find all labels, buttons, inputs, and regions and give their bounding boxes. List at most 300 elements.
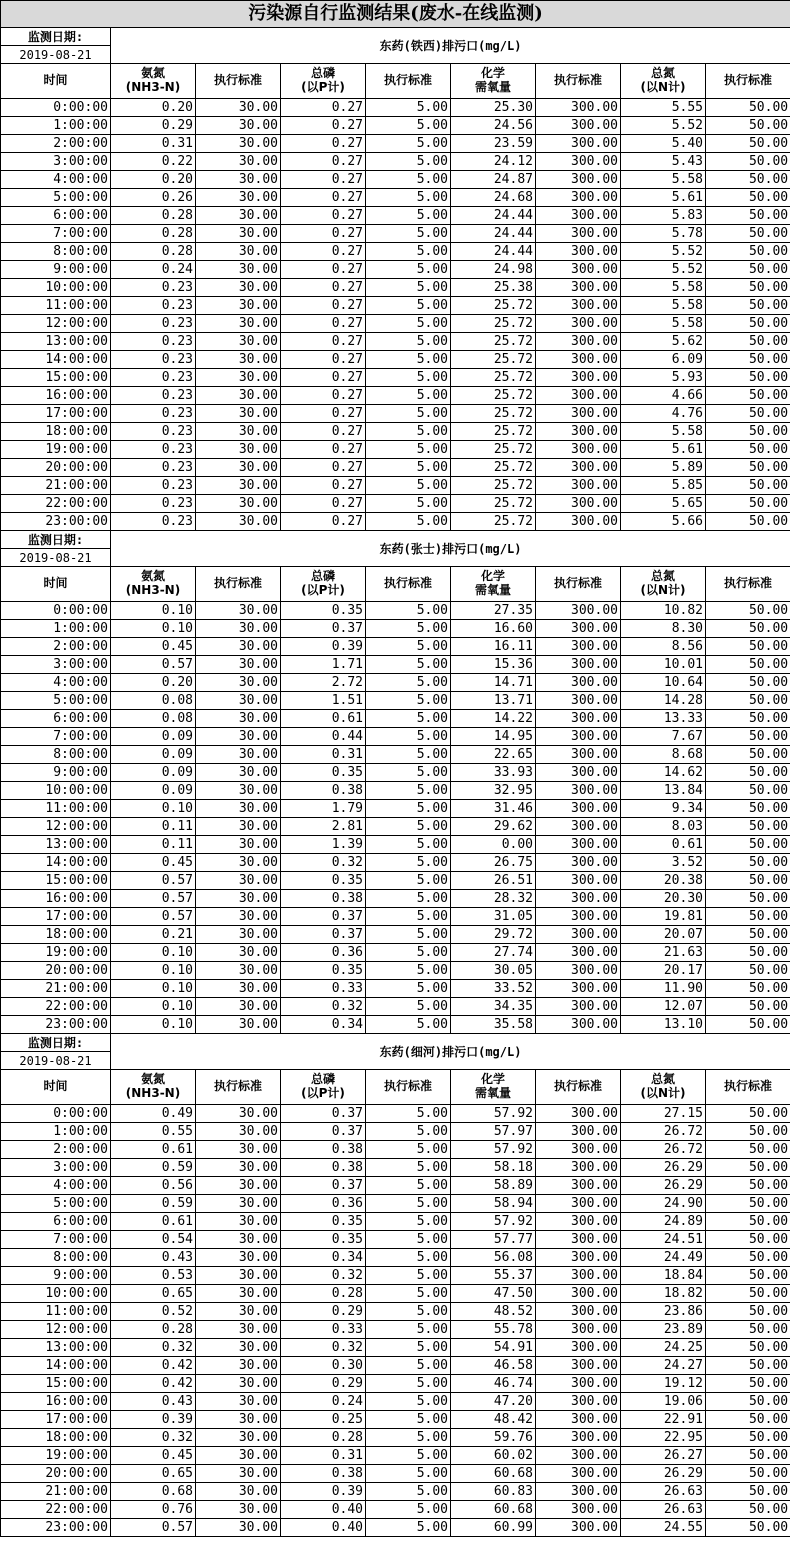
cell-tp-value: 1.51 [281,692,366,710]
cell-cod-value: 24.44 [451,243,536,261]
cell-tn-value: 5.61 [621,189,706,207]
cell-tn-value: 4.76 [621,405,706,423]
cell-tn-value: 5.62 [621,333,706,351]
cell-cod-value: 25.72 [451,333,536,351]
table-row [1,908,790,926]
cell-tp-value: 0.27 [281,369,366,387]
table-row [1,171,790,189]
table-row [1,225,790,243]
cell-nh3-value: 0.23 [111,405,196,423]
cell-tn-value: 20.30 [621,890,706,908]
cell-cod-standard: 300.00 [536,189,621,207]
header-standard: 执行标准 [706,1070,790,1105]
cell-nh3-value: 0.10 [111,962,196,980]
cell-tn-value: 7.67 [621,728,706,746]
table-row [1,1159,790,1177]
cell-nh3-standard: 30.00 [196,728,281,746]
cell-tn-value: 12.07 [621,998,706,1016]
cell-cod-standard: 300.00 [536,1375,621,1393]
cell-tn-standard: 50.00 [706,1249,790,1267]
column-header-row [1,64,790,99]
cell-cod-value: 26.51 [451,872,536,890]
cell-time: 23:00:00 [1,1519,111,1537]
header-time: 时间 [1,64,111,99]
header-tp [281,64,366,99]
cell-nh3-value: 0.23 [111,459,196,477]
cell-tn-standard: 50.00 [706,1429,790,1447]
cell-tp-value: 1.71 [281,656,366,674]
cell-tn-value: 10.64 [621,674,706,692]
cell-tp-standard: 5.00 [366,1177,451,1195]
cell-tp-value: 0.37 [281,1177,366,1195]
cell-time: 20:00:00 [1,459,111,477]
cell-tp-value: 0.28 [281,1429,366,1447]
cell-nh3-standard: 30.00 [196,1393,281,1411]
header-standard: 执行标准 [366,64,451,99]
cell-nh3-value: 0.23 [111,279,196,297]
cell-cod-standard: 300.00 [536,405,621,423]
cell-nh3-value: 0.20 [111,99,196,117]
cell-nh3-standard: 30.00 [196,890,281,908]
cell-nh3-value: 0.09 [111,764,196,782]
cell-tn-value: 4.66 [621,387,706,405]
cell-time: 2:00:00 [1,1141,111,1159]
cell-cod-value: 48.42 [451,1411,536,1429]
table-row [1,854,790,872]
cell-tp-value: 0.32 [281,1339,366,1357]
table-row [1,728,790,746]
date-label: 监测日期: [1,28,111,46]
table-row [1,1249,790,1267]
cell-nh3-value: 0.28 [111,243,196,261]
cell-tp-value: 0.33 [281,980,366,998]
cell-nh3-value: 0.32 [111,1339,196,1357]
cell-cod-value: 31.46 [451,800,536,818]
cell-tp-standard: 5.00 [366,1123,451,1141]
cell-tp-standard: 5.00 [366,998,451,1016]
cell-cod-standard: 300.00 [536,117,621,135]
cell-cod-value: 25.72 [451,477,536,495]
cell-nh3-value: 0.57 [111,872,196,890]
cell-cod-standard: 300.00 [536,1501,621,1519]
cell-cod-value: 15.36 [451,656,536,674]
cell-tn-value: 13.84 [621,782,706,800]
cell-tp-standard: 5.00 [366,674,451,692]
cell-tn-value: 26.72 [621,1123,706,1141]
cell-nh3-standard: 30.00 [196,207,281,225]
cell-nh3-standard: 30.00 [196,297,281,315]
cell-tp-value: 0.27 [281,135,366,153]
cell-tn-value: 24.90 [621,1195,706,1213]
header-tn-line-2: (以N计) [640,80,686,94]
cell-tp-standard: 5.00 [366,189,451,207]
cell-cod-value: 25.30 [451,99,536,117]
cell-cod-standard: 300.00 [536,1411,621,1429]
cell-tp-standard: 5.00 [366,369,451,387]
cell-cod-standard: 300.00 [536,656,621,674]
cell-time: 19:00:00 [1,441,111,459]
cell-tn-standard: 50.00 [706,1393,790,1411]
cell-tn-standard: 50.00 [706,423,790,441]
cell-time: 14:00:00 [1,1357,111,1375]
cell-tn-standard: 50.00 [706,962,790,980]
cell-cod-standard: 300.00 [536,602,621,620]
header-tp-line-1: 总磷 [310,569,335,584]
cell-cod-standard: 300.00 [536,1141,621,1159]
cell-nh3-value: 0.65 [111,1465,196,1483]
cell-tn-standard: 50.00 [706,513,790,531]
cell-tn-value: 24.89 [621,1213,706,1231]
table-row [1,1501,790,1519]
header-nh3-line-2: (NH3-N) [125,583,181,597]
table-row [1,764,790,782]
cell-time: 0:00:00 [1,99,111,117]
cell-nh3-value: 0.26 [111,189,196,207]
cell-tp-value: 0.36 [281,944,366,962]
date-label: 监测日期: [1,531,111,549]
cell-cod-standard: 300.00 [536,207,621,225]
cell-nh3-standard: 30.00 [196,1249,281,1267]
header-tn [621,1070,706,1105]
cell-cod-value: 60.68 [451,1501,536,1519]
cell-cod-standard: 300.00 [536,854,621,872]
cell-tn-value: 5.61 [621,441,706,459]
cell-tp-value: 0.27 [281,513,366,531]
cell-time: 1:00:00 [1,1123,111,1141]
cell-tn-standard: 50.00 [706,1501,790,1519]
cell-cod-value: 16.60 [451,620,536,638]
cell-nh3-standard: 30.00 [196,1123,281,1141]
cell-tn-value: 26.29 [621,1177,706,1195]
cell-cod-standard: 300.00 [536,926,621,944]
cell-tp-standard: 5.00 [366,620,451,638]
cell-tn-value: 20.07 [621,926,706,944]
table-row [1,602,790,620]
cell-cod-value: 55.78 [451,1321,536,1339]
cell-nh3-standard: 30.00 [196,980,281,998]
cell-time: 9:00:00 [1,764,111,782]
table-row [1,1141,790,1159]
cell-time: 1:00:00 [1,117,111,135]
cell-tp-value: 0.27 [281,207,366,225]
cell-tp-standard: 5.00 [366,1213,451,1231]
cell-cod-standard: 300.00 [536,315,621,333]
cell-nh3-standard: 30.00 [196,1231,281,1249]
cell-nh3-value: 0.23 [111,333,196,351]
cell-nh3-standard: 30.00 [196,818,281,836]
cell-cod-value: 27.35 [451,602,536,620]
table-row [1,1519,790,1537]
cell-nh3-standard: 30.00 [196,135,281,153]
cell-tp-value: 1.39 [281,836,366,854]
table-row [1,243,790,261]
cell-tn-value: 5.52 [621,243,706,261]
cell-tp-standard: 5.00 [366,315,451,333]
cell-nh3-standard: 30.00 [196,513,281,531]
cell-cod-standard: 300.00 [536,962,621,980]
cell-time: 23:00:00 [1,1016,111,1034]
cell-time: 15:00:00 [1,1375,111,1393]
cell-tp-value: 0.35 [281,872,366,890]
cell-cod-standard: 300.00 [536,1123,621,1141]
cell-tn-standard: 50.00 [706,225,790,243]
cell-cod-value: 24.56 [451,117,536,135]
cell-tn-standard: 50.00 [706,1016,790,1034]
cell-tp-value: 0.27 [281,243,366,261]
cell-cod-value: 25.72 [451,423,536,441]
cell-cod-value: 60.83 [451,1483,536,1501]
cell-tn-value: 8.30 [621,620,706,638]
cell-cod-standard: 300.00 [536,1465,621,1483]
cell-nh3-value: 0.54 [111,1231,196,1249]
cell-tp-value: 0.38 [281,1159,366,1177]
column-header-row [1,1070,790,1105]
cell-tp-standard: 5.00 [366,1303,451,1321]
cell-nh3-standard: 30.00 [196,638,281,656]
cell-cod-value: 0.00 [451,836,536,854]
cell-tn-standard: 50.00 [706,117,790,135]
cell-nh3-value: 0.32 [111,1429,196,1447]
cell-cod-value: 60.02 [451,1447,536,1465]
table-row [1,1375,790,1393]
cell-time: 21:00:00 [1,1483,111,1501]
table-row [1,459,790,477]
cell-cod-standard: 300.00 [536,1105,621,1123]
cell-tp-standard: 5.00 [366,800,451,818]
cell-tn-value: 24.55 [621,1519,706,1537]
cell-time: 13:00:00 [1,836,111,854]
cell-time: 11:00:00 [1,297,111,315]
cell-tp-standard: 5.00 [366,441,451,459]
cell-tn-standard: 50.00 [706,1411,790,1429]
cell-cod-value: 32.95 [451,782,536,800]
cell-tn-standard: 50.00 [706,980,790,998]
cell-tp-standard: 5.00 [366,1267,451,1285]
cell-tp-value: 0.27 [281,261,366,279]
table-row [1,405,790,423]
cell-nh3-standard: 30.00 [196,423,281,441]
cell-nh3-standard: 30.00 [196,459,281,477]
cell-tn-standard: 50.00 [706,99,790,117]
cell-tn-standard: 50.00 [706,872,790,890]
cell-cod-standard: 300.00 [536,980,621,998]
table-row [1,369,790,387]
cell-nh3-standard: 30.00 [196,1429,281,1447]
cell-tn-standard: 50.00 [706,764,790,782]
cell-tn-standard: 50.00 [706,333,790,351]
cell-tn-value: 20.38 [621,872,706,890]
cell-nh3-standard: 30.00 [196,1339,281,1357]
cell-time: 13:00:00 [1,333,111,351]
cell-nh3-standard: 30.00 [196,998,281,1016]
header-standard: 执行标准 [196,1070,281,1105]
cell-nh3-standard: 30.00 [196,333,281,351]
cell-tp-standard: 5.00 [366,135,451,153]
cell-nh3-value: 0.09 [111,728,196,746]
cell-time: 19:00:00 [1,1447,111,1465]
cell-cod-value: 25.72 [451,513,536,531]
cell-tn-value: 23.89 [621,1321,706,1339]
header-standard: 执行标准 [536,567,621,602]
section-date-row [1,28,790,46]
cell-cod-standard: 300.00 [536,153,621,171]
cell-cod-value: 57.92 [451,1141,536,1159]
table-row [1,1016,790,1034]
header-nh3-line-2: (NH3-N) [125,80,181,94]
cell-cod-standard: 300.00 [536,800,621,818]
cell-nh3-standard: 30.00 [196,117,281,135]
header-tp-line-2: (以P计) [301,80,345,94]
cell-tn-value: 14.28 [621,692,706,710]
cell-tp-value: 0.32 [281,998,366,1016]
table-row [1,926,790,944]
cell-tp-value: 0.61 [281,710,366,728]
cell-tn-standard: 50.00 [706,279,790,297]
cell-tn-standard: 50.00 [706,477,790,495]
table-row [1,1177,790,1195]
cell-tn-value: 5.65 [621,495,706,513]
cell-time: 18:00:00 [1,1429,111,1447]
table-row [1,423,790,441]
table-row [1,836,790,854]
table-row [1,692,790,710]
cell-nh3-value: 0.59 [111,1195,196,1213]
cell-cod-standard: 300.00 [536,764,621,782]
cell-tp-standard: 5.00 [366,1249,451,1267]
report-title: 污染源自行监测结果(废水-在线监测) [1,1,790,28]
cell-cod-standard: 300.00 [536,998,621,1016]
cell-nh3-value: 0.10 [111,998,196,1016]
cell-tn-standard: 50.00 [706,1231,790,1249]
cell-nh3-value: 0.28 [111,1321,196,1339]
cell-tn-standard: 50.00 [706,387,790,405]
cell-tp-value: 0.39 [281,638,366,656]
header-tn [621,64,706,99]
cell-cod-value: 29.72 [451,926,536,944]
cell-nh3-value: 0.23 [111,423,196,441]
cell-cod-value: 46.74 [451,1375,536,1393]
header-tn-line-2: (以N计) [640,1086,686,1100]
cell-cod-value: 24.98 [451,261,536,279]
cell-tp-standard: 5.00 [366,1447,451,1465]
cell-tp-standard: 5.00 [366,890,451,908]
cell-nh3-value: 0.42 [111,1357,196,1375]
cell-nh3-value: 0.23 [111,477,196,495]
cell-tp-value: 0.34 [281,1249,366,1267]
cell-nh3-value: 0.57 [111,656,196,674]
table-row [1,638,790,656]
cell-tp-value: 0.38 [281,1141,366,1159]
cell-tp-standard: 5.00 [366,710,451,728]
cell-time: 10:00:00 [1,1285,111,1303]
cell-tn-standard: 50.00 [706,782,790,800]
cell-tp-standard: 5.00 [366,243,451,261]
cell-tn-value: 5.89 [621,459,706,477]
cell-tn-standard: 50.00 [706,908,790,926]
cell-cod-value: 46.58 [451,1357,536,1375]
cell-time: 3:00:00 [1,153,111,171]
cell-nh3-standard: 30.00 [196,620,281,638]
header-standard: 执行标准 [706,64,790,99]
cell-tp-standard: 5.00 [366,1141,451,1159]
cell-time: 17:00:00 [1,1411,111,1429]
cell-tn-value: 18.84 [621,1267,706,1285]
cell-nh3-standard: 30.00 [196,836,281,854]
cell-nh3-value: 0.53 [111,1267,196,1285]
cell-tn-standard: 50.00 [706,728,790,746]
cell-tp-standard: 5.00 [366,872,451,890]
cell-nh3-standard: 30.00 [196,1483,281,1501]
cell-nh3-standard: 30.00 [196,1195,281,1213]
cell-cod-standard: 300.00 [536,1321,621,1339]
cell-time: 11:00:00 [1,1303,111,1321]
cell-tp-standard: 5.00 [366,171,451,189]
cell-tp-standard: 5.00 [366,513,451,531]
cell-cod-standard: 300.00 [536,1159,621,1177]
cell-tn-standard: 50.00 [706,1321,790,1339]
header-cod-line-2: 需氧量 [474,1086,511,1100]
cell-tp-value: 0.27 [281,423,366,441]
cell-tp-standard: 5.00 [366,1393,451,1411]
header-standard: 执行标准 [196,567,281,602]
table-row [1,1105,790,1123]
cell-time: 17:00:00 [1,405,111,423]
table-row [1,279,790,297]
cell-cod-value: 54.91 [451,1339,536,1357]
cell-tn-standard: 50.00 [706,1267,790,1285]
cell-tn-standard: 50.00 [706,1447,790,1465]
cell-nh3-standard: 30.00 [196,171,281,189]
cell-cod-value: 47.50 [451,1285,536,1303]
cell-tn-value: 5.83 [621,207,706,225]
table-row [1,980,790,998]
cell-nh3-standard: 30.00 [196,1465,281,1483]
cell-time: 9:00:00 [1,1267,111,1285]
cell-cod-standard: 300.00 [536,1339,621,1357]
cell-tp-value: 0.32 [281,854,366,872]
cell-nh3-standard: 30.00 [196,1213,281,1231]
cell-tn-value: 20.17 [621,962,706,980]
cell-cod-value: 26.75 [451,854,536,872]
cell-tn-standard: 50.00 [706,1285,790,1303]
cell-time: 12:00:00 [1,1321,111,1339]
cell-tn-value: 9.34 [621,800,706,818]
cell-tn-value: 19.12 [621,1375,706,1393]
cell-tp-value: 0.29 [281,1375,366,1393]
cell-tp-value: 1.79 [281,800,366,818]
cell-nh3-standard: 30.00 [196,1519,281,1537]
cell-tp-standard: 5.00 [366,279,451,297]
cell-time: 17:00:00 [1,908,111,926]
cell-tp-value: 0.39 [281,1483,366,1501]
cell-cod-value: 58.89 [451,1177,536,1195]
cell-tn-value: 5.78 [621,225,706,243]
cell-tp-value: 0.27 [281,477,366,495]
cell-tn-value: 8.03 [621,818,706,836]
cell-tn-value: 5.52 [621,117,706,135]
cell-tp-value: 0.27 [281,459,366,477]
cell-nh3-value: 0.56 [111,1177,196,1195]
cell-tn-standard: 50.00 [706,1483,790,1501]
cell-cod-standard: 300.00 [536,1303,621,1321]
cell-nh3-value: 0.23 [111,297,196,315]
cell-tn-value: 0.61 [621,836,706,854]
cell-tp-value: 0.27 [281,495,366,513]
cell-cod-value: 25.72 [451,315,536,333]
cell-cod-standard: 300.00 [536,99,621,117]
table-row [1,189,790,207]
cell-nh3-standard: 30.00 [196,441,281,459]
